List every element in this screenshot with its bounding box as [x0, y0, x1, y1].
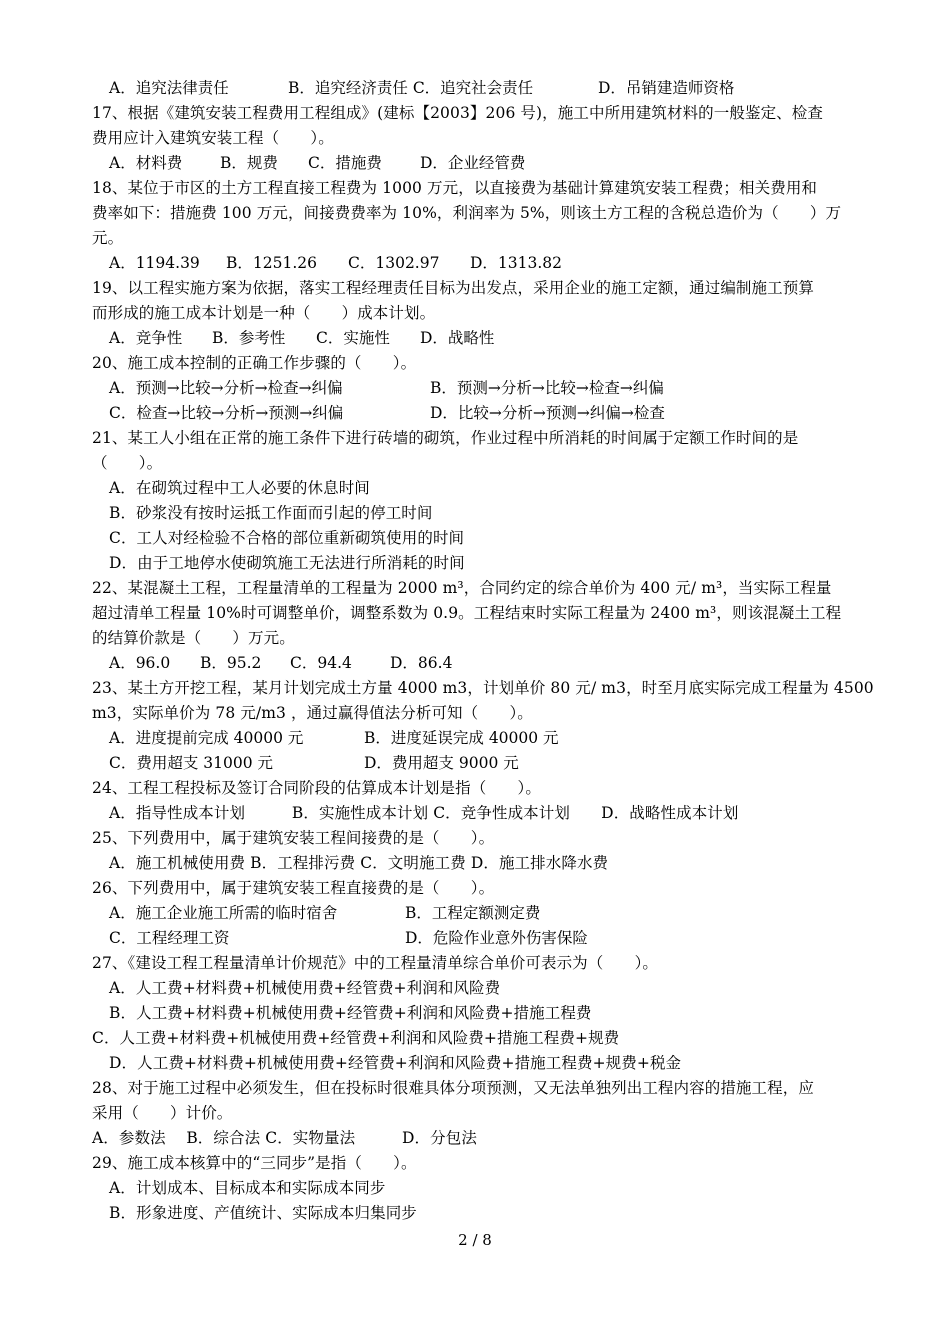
options-row — [0, 401, 950, 426]
text-line: 元。 — [92, 229, 124, 247]
option: C．措施费 — [308, 154, 382, 172]
text-line: 费用应计入建筑安装工程（ ）。 — [92, 129, 334, 147]
option: C．费用超支 31000 元 — [109, 754, 274, 772]
text-line: A．施工机械使用费 B．工程排污费 C．文明施工费 D．施工排水降水费 — [109, 854, 609, 872]
text-line: A．计划成本、目标成本和实际成本同步 — [109, 1179, 386, 1197]
text-line: 26、下列费用中，属于建筑安装工程直接费的是（ ）。 — [92, 879, 495, 897]
text-line: D．由于工地停水使砌筑施工无法进行所消耗的时间 — [109, 554, 465, 572]
option: A．预测→比较→分析→检查→纠偏 — [109, 379, 343, 397]
option: D．86.4 — [390, 654, 453, 672]
options-row — [0, 151, 950, 176]
options-row — [0, 926, 950, 951]
text-line: 29、施工成本核算中的“三同步”是指（ ）。 — [92, 1154, 417, 1172]
option: D．企业经管费 — [420, 154, 526, 172]
text-line: （ ）。 — [92, 454, 163, 472]
option: C．1302.97 — [348, 254, 440, 272]
option: B．参考性 — [212, 329, 286, 347]
option: A．追究法律责任 — [109, 79, 229, 97]
text-line: 27、《建设工程工程量清单计价规范》中的工程量清单综合单价可表示为（ ）。 — [92, 954, 659, 972]
option: A．竞争性 — [109, 329, 183, 347]
text-line: 17、根据《建筑安装工程费用工程组成》(建标【2003】206 号)，施工中所用建筑材料的一般鉴定、检查 — [92, 104, 823, 122]
text-line: 23、某土方开挖工程，某月计划完成土方量 4000 m3，计划单价 80 元/ m3，时至月底实际完成工程量为 4500 — [92, 679, 874, 697]
option: B．进度延误完成 40000 元 — [364, 729, 559, 747]
option: D．战略性 — [420, 329, 495, 347]
page-number: 2 / 8 — [458, 1231, 492, 1249]
options-row — [0, 326, 950, 351]
text-line: 费率如下：措施费 100 万元，间接费费率为 10%，利润率为 5%，则该土方工程的含税总造价为（ ）万 — [92, 204, 842, 222]
option: C．实施性 — [316, 329, 390, 347]
options-row — [0, 376, 950, 401]
text-line: 20、施工成本控制的正确工作步骤的（ ）。 — [92, 354, 417, 372]
option: D．比较→分析→预测→纠偏→检查 — [430, 404, 665, 422]
text-line: 而形成的施工成本计划是一种（ ）成本计划。 — [92, 304, 436, 322]
options-row — [0, 726, 950, 751]
options-row — [0, 76, 950, 101]
text-line: A．在砌筑过程中工人必要的休息时间 — [109, 479, 370, 497]
text-line: 19、以工程实施方案为依据，落实工程经理责任目标为出发点，采用企业的施工定额，通过编制施工预算 — [92, 279, 814, 297]
text-line: B．形象进度、产值统计、实际成本归集同步 — [109, 1204, 417, 1222]
option: D．吊销建造师资格 — [598, 79, 735, 97]
option: D．费用超支 9000 元 — [364, 754, 519, 772]
text-line: 22、某混凝土工程，工程量清单的工程量为 2000 m³，合同约定的综合单价为 400 元/ m³，当实际工程量 — [92, 579, 832, 597]
text-line: C．人工费+材料费+机械使用费+经管费+利润和风险费+措施工程费+规费 — [92, 1029, 620, 1047]
text-line: 21、某工人小组在正常的施工条件下进行砖墙的砌筑，作业过程中所消耗的时间属于定额工作时间的是 — [92, 429, 799, 447]
text-line: 采用（ ）计价。 — [92, 1104, 233, 1122]
option: C．94.4 — [290, 654, 352, 672]
text-line: 18、某位于市区的土方工程直接工程费为 1000 万元，以直接费为基础计算建筑安装工程费；相关费用和 — [92, 179, 818, 197]
options-row — [0, 251, 950, 276]
options-row — [0, 751, 950, 776]
option: B．1251.26 — [226, 254, 317, 272]
text-line: 28、对于施工过程中必须发生，但在投标时很难具体分项预测，又无法单独列出工程内容的措施工程，应 — [92, 1079, 814, 1097]
text-line: 超过清单工程量 10%时可调整单价，调整系数为 0.9。工程结束时实际工程量为 2400 m³，则该混凝土工程 — [92, 604, 842, 622]
option: B．追究经济责任 C．追究社会责任 — [288, 79, 534, 97]
text-line: C．工人对经检验不合格的部位重新砌筑使用的时间 — [109, 529, 465, 547]
option: A．1194.39 — [109, 254, 200, 272]
options-row — [0, 651, 950, 676]
text-line: A．指导性成本计划 B．实施性成本计划 C．竞争性成本计划 D．战略性成本计划 — [109, 804, 739, 822]
text-line: 25、下列费用中，属于建筑安装工程间接费的是（ ）。 — [92, 829, 495, 847]
option: A．96.0 — [109, 654, 171, 672]
text-line: 的结算价款是（ ）万元。 — [92, 629, 295, 647]
option: D．1313.82 — [470, 254, 563, 272]
option: B．95.2 — [200, 654, 262, 672]
text-line: B．砂浆没有按时运抵工作面而引起的停工时间 — [109, 504, 433, 522]
option: A．材料费 — [109, 154, 183, 172]
text-line: m3，实际单价为 78 元/m3 ，通过赢得值法分析可知（ ）。 — [92, 704, 533, 722]
option: C．工程经理工资 — [109, 929, 230, 947]
text-line: A．参数法 B．综合法 C．实物量法 D．分包法 — [92, 1129, 477, 1147]
text-line: 24、工程工程投标及签订合同阶段的估算成本计划是指（ ）。 — [92, 779, 541, 797]
options-row — [0, 901, 950, 926]
option: B．预测→分析→比较→检查→纠偏 — [430, 379, 664, 397]
text-line: A．人工费+材料费+机械使用费+经管费+利润和风险费 — [109, 979, 501, 997]
option: C．检查→比较→分析→预测→纠偏 — [109, 404, 344, 422]
text-line: D．人工费+材料费+机械使用费+经管费+利润和风险费+措施工程费+规费+税金 — [109, 1054, 682, 1072]
option: B．规费 — [220, 154, 278, 172]
option: A．进度提前完成 40000 元 — [109, 729, 304, 747]
option: B．工程定额测定费 — [405, 904, 541, 922]
text-line: B．人工费+材料费+机械使用费+经管费+利润和风险费+措施工程费 — [109, 1004, 592, 1022]
option: A．施工企业施工所需的临时宿舍 — [109, 904, 338, 922]
option: D．危险作业意外伤害保险 — [405, 929, 588, 947]
